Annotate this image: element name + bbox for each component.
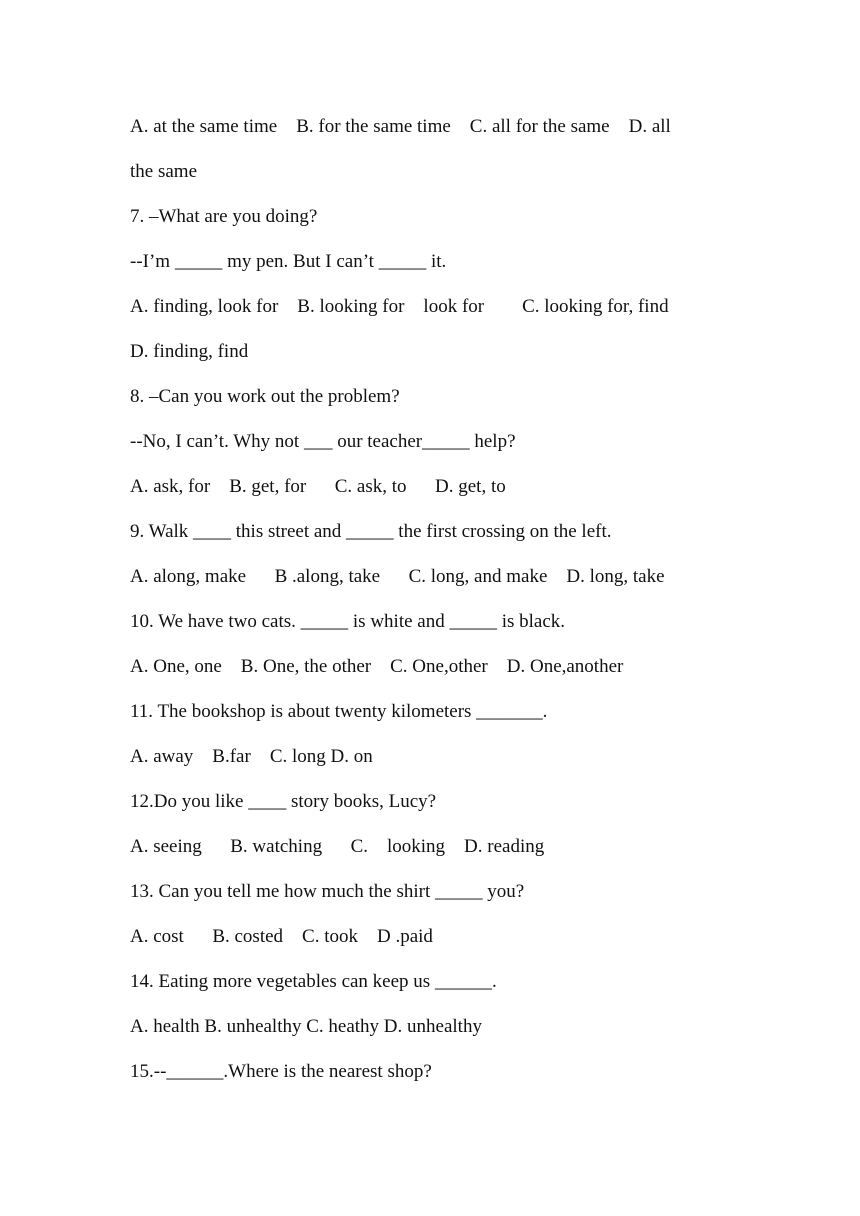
q10-question: 10. We have two cats. _____ is white and _____ is black. [130, 611, 566, 632]
q7-options-line-1: A. finding, look for B. looking for look for C. looking for, find [130, 296, 669, 317]
q11-question: 11. The bookshop is about twenty kilometers _______. [130, 701, 548, 722]
q6-options-line-1: A. at the same time B. for the same time C. all for the same D. all [130, 116, 671, 137]
q13-question: 13. Can you tell me how much the shirt _____ you? [130, 881, 525, 902]
q6-options-line-2: the same [130, 161, 198, 182]
q7-question: 7. –What are you doing? [130, 206, 318, 227]
q14-options: A. health B. unhealthy C. heathy D. unhealthy [130, 1016, 482, 1037]
q14-question: 14. Eating more vegetables can keep us ______. [130, 971, 497, 992]
q10-options: A. One, one B. One, the other C. One,other D. One,another [130, 656, 624, 677]
q9-question: 9. Walk ____ this street and _____ the first crossing on the left. [130, 521, 612, 542]
q13-options: A. cost B. costed C. took D .paid [130, 926, 433, 947]
q12-question: 12.Do you like ____ story books, Lucy? [130, 791, 437, 812]
q8-question: 8. –Can you work out the problem? [130, 386, 400, 407]
q8-options: A. ask, for B. get, for C. ask, to D. get, to [130, 476, 506, 497]
q7-answer-prompt: --I’m _____ my pen. But I can’t _____ it. [130, 251, 447, 272]
q15-question: 15.--______.Where is the nearest shop? [130, 1061, 432, 1082]
q9-options: A. along, make B .along, take C. long, and make D. long, take [130, 566, 665, 587]
q11-options: A. away B.far C. long D. on [130, 746, 373, 767]
q7-options-line-2: D. finding, find [130, 341, 249, 362]
q12-options: A. seeing B. watching C. looking D. reading [130, 836, 545, 857]
q8-answer-prompt: --No, I can’t. Why not ___ our teacher_____ help? [130, 431, 516, 452]
